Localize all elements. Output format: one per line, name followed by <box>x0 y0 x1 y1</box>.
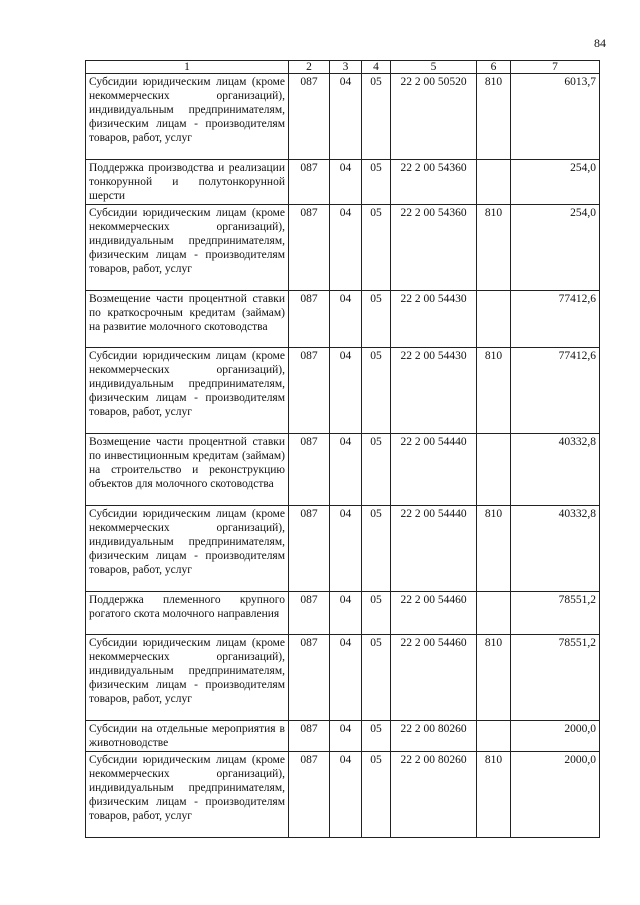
row-amount: 40332,8 <box>511 434 600 506</box>
row-section-code: 04 <box>330 160 362 205</box>
row-subsection-code: 05 <box>362 205 391 291</box>
row-ministry-code: 087 <box>289 291 330 348</box>
header-col-3: 3 <box>330 61 362 74</box>
row-amount: 2000,0 <box>511 721 600 752</box>
row-target-code: 22 2 00 54430 <box>391 348 477 434</box>
row-section-code: 04 <box>330 74 362 160</box>
row-subsection-code: 05 <box>362 160 391 205</box>
row-target-code: 22 2 00 54430 <box>391 291 477 348</box>
row-target-code: 22 2 00 50520 <box>391 74 477 160</box>
row-expense-type: 810 <box>477 205 511 291</box>
row-ministry-code: 087 <box>289 434 330 506</box>
row-expense-type <box>477 291 511 348</box>
row-expense-type: 810 <box>477 506 511 592</box>
row-name: Субсидии юридическим лицам (кроме некоммерческих организаций), индивидуальным предпринимателям, физическим лицам - производителям товаров, работ, услуг <box>86 205 289 291</box>
row-target-code: 22 2 00 54360 <box>391 160 477 205</box>
table-row <box>86 291 600 348</box>
row-name: Субсидии на отдельные мероприятия в животноводстве <box>86 721 289 752</box>
row-subsection-code: 05 <box>362 434 391 506</box>
row-expense-type: 810 <box>477 635 511 721</box>
row-ministry-code: 087 <box>289 592 330 635</box>
row-amount: 6013,7 <box>511 74 600 160</box>
row-section-code: 04 <box>330 635 362 721</box>
row-expense-type <box>477 160 511 205</box>
table-row <box>86 721 600 752</box>
row-section-code: 04 <box>330 506 362 592</box>
row-section-code: 04 <box>330 348 362 434</box>
row-subsection-code: 05 <box>362 291 391 348</box>
row-expense-type: 810 <box>477 752 511 838</box>
row-amount: 2000,0 <box>511 752 600 838</box>
header-col-5: 5 <box>391 61 477 74</box>
row-target-code: 22 2 00 80260 <box>391 752 477 838</box>
row-name: Субсидии юридическим лицам (кроме некоммерческих организаций), индивидуальным предпринимателям, физическим лицам - производителям товаров, работ, услуг <box>86 74 289 160</box>
row-target-code: 22 2 00 54460 <box>391 635 477 721</box>
row-target-code: 22 2 00 54440 <box>391 434 477 506</box>
row-expense-type <box>477 592 511 635</box>
row-expense-type: 810 <box>477 348 511 434</box>
row-amount: 78551,2 <box>511 592 600 635</box>
row-amount: 40332,8 <box>511 506 600 592</box>
row-section-code: 04 <box>330 434 362 506</box>
row-name: Субсидии юридическим лицам (кроме некоммерческих организаций), индивидуальным предпринимателям, физическим лицам - производителям товаров, работ, услуг <box>86 348 289 434</box>
row-expense-type <box>477 721 511 752</box>
header-col-7: 7 <box>511 61 600 74</box>
row-section-code: 04 <box>330 721 362 752</box>
row-amount: 77412,6 <box>511 348 600 434</box>
row-ministry-code: 087 <box>289 160 330 205</box>
row-subsection-code: 05 <box>362 348 391 434</box>
header-col-2: 2 <box>289 61 330 74</box>
page-number: 84 <box>594 36 606 50</box>
row-subsection-code: 05 <box>362 74 391 160</box>
row-ministry-code: 087 <box>289 74 330 160</box>
row-name: Поддержка производства и реализации тонкорунной и полутонкорунной шерсти <box>86 160 289 205</box>
row-target-code: 22 2 00 54460 <box>391 592 477 635</box>
row-name: Поддержка племенного крупного рогатого скота молочного направления <box>86 592 289 635</box>
row-expense-type <box>477 434 511 506</box>
row-amount: 77412,6 <box>511 291 600 348</box>
row-ministry-code: 087 <box>289 635 330 721</box>
table-row <box>86 592 600 635</box>
row-amount: 254,0 <box>511 205 600 291</box>
table-row <box>86 506 600 592</box>
header-col-4: 4 <box>362 61 391 74</box>
table-row <box>86 205 600 291</box>
row-name: Возмещение части процентной ставки по краткосрочным кредитам (займам) на развитие молочного скотоводства <box>86 291 289 348</box>
table-row <box>86 434 600 506</box>
header-col-1: 1 <box>86 61 289 74</box>
row-name: Возмещение части процентной ставки по инвестиционным кредитам (займам) на строительство и реконструкцию объектов для молочного скотоводства <box>86 434 289 506</box>
row-target-code: 22 2 00 54440 <box>391 506 477 592</box>
row-ministry-code: 087 <box>289 752 330 838</box>
table-header-row <box>86 61 600 74</box>
row-subsection-code: 05 <box>362 635 391 721</box>
row-section-code: 04 <box>330 291 362 348</box>
row-ministry-code: 087 <box>289 721 330 752</box>
row-section-code: 04 <box>330 592 362 635</box>
table-row <box>86 752 600 838</box>
row-target-code: 22 2 00 54360 <box>391 205 477 291</box>
row-subsection-code: 05 <box>362 592 391 635</box>
row-ministry-code: 087 <box>289 348 330 434</box>
table-row <box>86 635 600 721</box>
row-name: Субсидии юридическим лицам (кроме некоммерческих организаций), индивидуальным предпринимателям, физическим лицам - производителям товаров, работ, услуг <box>86 506 289 592</box>
row-section-code: 04 <box>330 205 362 291</box>
row-expense-type: 810 <box>477 74 511 160</box>
budget-table <box>85 60 600 838</box>
table-row <box>86 160 600 205</box>
row-ministry-code: 087 <box>289 205 330 291</box>
row-name: Субсидии юридическим лицам (кроме некоммерческих организаций), индивидуальным предпринимателям, физическим лицам - производителям товаров, работ, услуг <box>86 752 289 838</box>
row-amount: 254,0 <box>511 160 600 205</box>
table-row <box>86 74 600 160</box>
row-subsection-code: 05 <box>362 752 391 838</box>
row-name: Субсидии юридическим лицам (кроме некоммерческих организаций), индивидуальным предпринимателям, физическим лицам - производителям товаров, работ, услуг <box>86 635 289 721</box>
row-subsection-code: 05 <box>362 506 391 592</box>
row-amount: 78551,2 <box>511 635 600 721</box>
table-row <box>86 348 600 434</box>
header-col-6: 6 <box>477 61 511 74</box>
row-target-code: 22 2 00 80260 <box>391 721 477 752</box>
row-section-code: 04 <box>330 752 362 838</box>
row-subsection-code: 05 <box>362 721 391 752</box>
row-ministry-code: 087 <box>289 506 330 592</box>
